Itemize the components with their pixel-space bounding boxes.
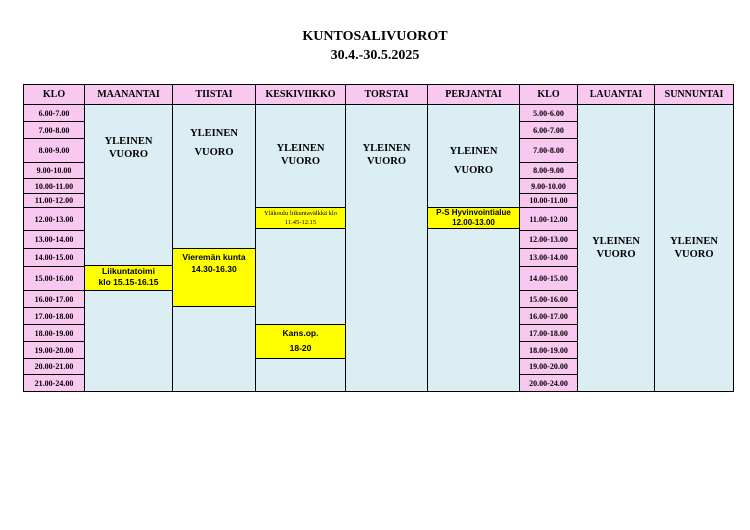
time-right-row: 8.00-9.00: [519, 162, 578, 179]
header-monday: MAANANTAI: [84, 84, 173, 105]
time-right-row: 12.00-13.00: [519, 230, 578, 249]
page-title: KUNTOSALIVUOROT: [302, 29, 448, 44]
time-left-row: 11.00-12.00: [23, 193, 85, 208]
monday-general-label: YLEINEN VUORO: [104, 136, 153, 160]
time-left-row: 10.00-11.00: [23, 178, 85, 194]
thursday-general-label: YLEINEN VUORO: [362, 143, 411, 167]
period-subtitle: 30.4.-30.5.2025: [330, 48, 420, 63]
time-left-row: 15.00-16.00: [23, 266, 85, 291]
time-left-row: 16.00-17.00: [23, 290, 85, 308]
time-left-row: 7.00-8.00: [23, 121, 85, 139]
monday-general-pm: [84, 290, 173, 392]
time-left-row: 18.00-19.00: [23, 324, 85, 342]
time-right-row: 9.00-10.00: [519, 178, 578, 194]
time-right-row: 13.00-14.00: [519, 248, 578, 267]
time-right-row: 19.00-20.00: [519, 358, 578, 375]
time-left-row: 13.00-14.00: [23, 230, 85, 249]
time-left-row: 9.00-10.00: [23, 162, 85, 179]
time-right-row: 7.00-8.00: [519, 138, 578, 163]
header-thursday: TORSTAI: [345, 84, 428, 105]
saturday-general-label: YLEINEN VUORO: [592, 236, 640, 260]
time-left-row: 6.00-7.00: [23, 104, 85, 122]
time-left-row: 20.00-21.00: [23, 358, 85, 375]
wednesday-evening-label: Kans.op. 18-20: [282, 328, 319, 353]
time-left-row: 17.00-18.00: [23, 307, 85, 325]
time-right-row: 16.00-17.00: [519, 307, 578, 325]
time-right-row: 20.00-24.00: [519, 374, 578, 392]
monday-general-am: [84, 104, 173, 266]
wednesday-general-pm: [255, 358, 346, 392]
tuesday-general-label: YLEINEN VUORO: [190, 128, 238, 158]
header-tuesday: TIISTAI: [172, 84, 256, 105]
header-friday: PERJANTAI: [427, 84, 520, 105]
time-right-row: 11.00-12.00: [519, 207, 578, 231]
header-saturday: LAUANTAI: [577, 84, 655, 105]
wednesday-general-label: YLEINEN VUORO: [276, 143, 325, 167]
wednesday-general-mid: [255, 228, 346, 325]
time-right-row: 18.00-19.00: [519, 341, 578, 359]
time-left-row: 12.00-13.00: [23, 207, 85, 231]
time-right-row: 10.00-11.00: [519, 193, 578, 208]
time-left-row: 19.00-20.00: [23, 341, 85, 359]
time-right-row: 17.00-18.00: [519, 324, 578, 342]
friday-general-label: YLEINEN VUORO: [449, 146, 498, 176]
header-klo-right: KLO: [519, 84, 578, 105]
time-right-row: 15.00-16.00: [519, 290, 578, 308]
tuesday-event-label: Vieremän kunta 14.30-16.30: [182, 252, 246, 274]
time-left-row: 14.00-15.00: [23, 248, 85, 267]
time-right-row: 14.00-15.00: [519, 266, 578, 291]
friday-general-pm: [427, 228, 520, 392]
time-left-row: 21.00-24.00: [23, 374, 85, 392]
wednesday-noon-label: Yläkoulu liikuntavälkkä klo 11.45-12.15: [264, 210, 337, 226]
time-right-row: 6.00-7.00: [519, 121, 578, 139]
sunday-general-label: YLEINEN VUORO: [670, 236, 718, 260]
tuesday-general-pm: [172, 306, 256, 392]
time-right-row: 5.00-6.00: [519, 104, 578, 122]
friday-event-label: P-S Hyvinvointialue 12.00-13.00: [436, 208, 511, 227]
time-left-row: 8.00-9.00: [23, 138, 85, 163]
monday-event-label: Liikuntatoimi klo 15.15-16.15: [98, 266, 159, 287]
header-sunday: SUNNUNTAI: [654, 84, 734, 105]
header-klo-left: KLO: [23, 84, 85, 105]
header-wednesday: KESKIVIIKKO: [255, 84, 346, 105]
